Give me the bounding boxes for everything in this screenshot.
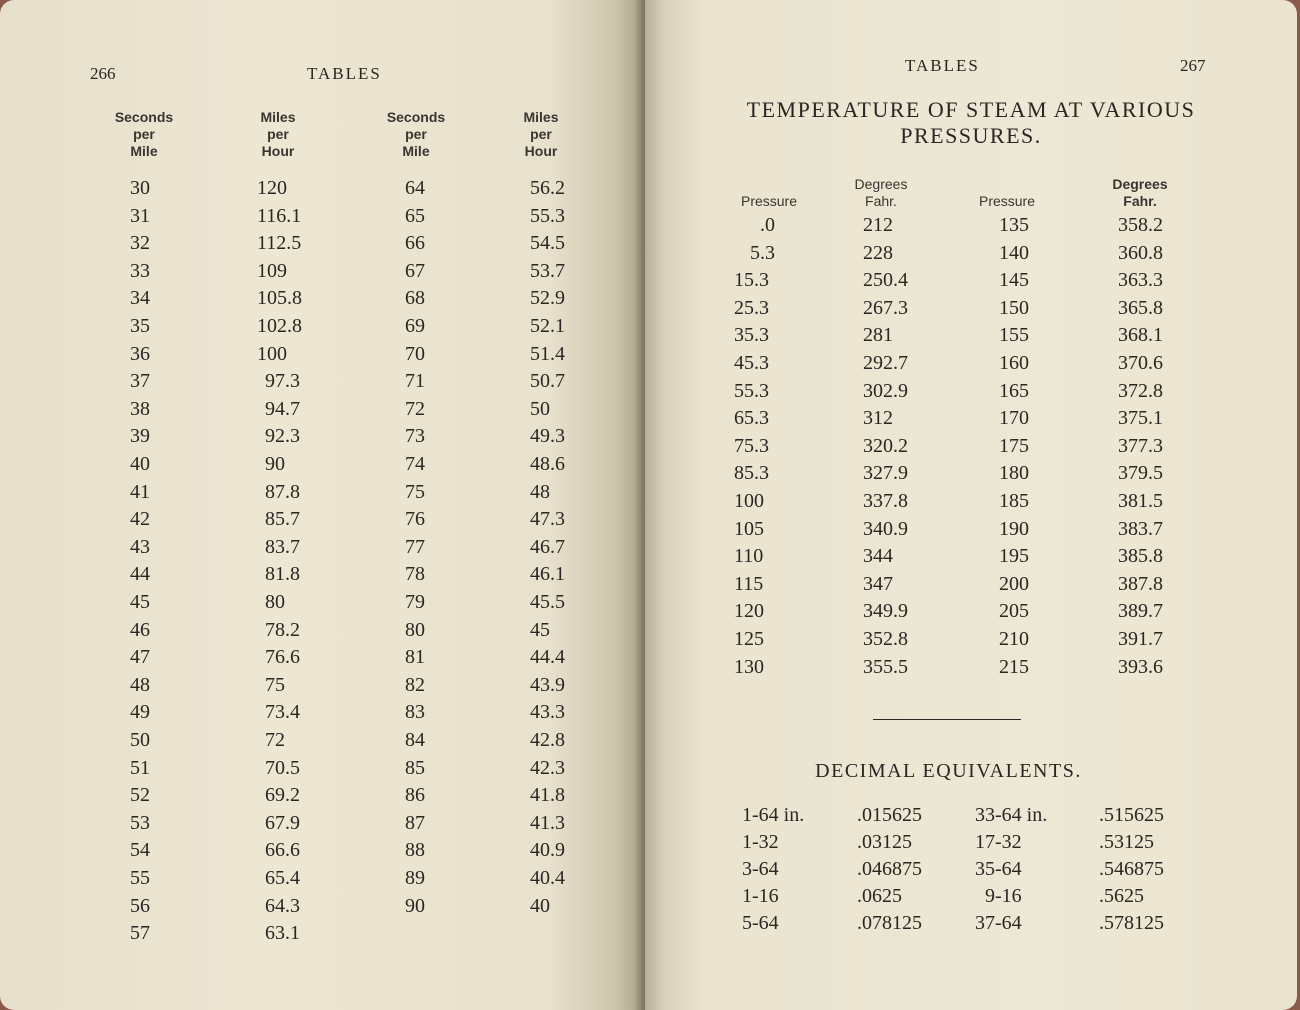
table-cell: 56 bbox=[130, 894, 150, 917]
table-cell: 160 bbox=[999, 352, 1029, 374]
table-cell: 17-32 bbox=[975, 831, 1022, 853]
table-cell: 73.4 bbox=[265, 701, 300, 724]
table-cell: 76.6 bbox=[265, 646, 300, 669]
table-cell: 63.1 bbox=[265, 922, 300, 945]
table-cell: 150 bbox=[999, 296, 1029, 319]
table-cell: 46.1 bbox=[530, 563, 565, 586]
table-cell: 92.3 bbox=[265, 425, 300, 448]
table-cell: 365.8 bbox=[1118, 296, 1163, 319]
table-cell: 56.2 bbox=[530, 177, 565, 199]
table-cell: 32 bbox=[130, 232, 150, 255]
table-cell: .078125 bbox=[857, 912, 922, 934]
table-cell: 47.3 bbox=[530, 508, 565, 531]
table-cell: 42.8 bbox=[530, 729, 565, 751]
table-cell: 372.8 bbox=[1118, 379, 1163, 402]
table-cell: 120 bbox=[257, 177, 287, 199]
table-cell: 50 bbox=[530, 397, 550, 420]
table-cell: 70 bbox=[405, 342, 425, 365]
table-cell: 15.3 bbox=[734, 269, 769, 292]
table-cell: 80 bbox=[405, 618, 425, 641]
table-cell: 80 bbox=[265, 591, 285, 613]
table-cell: 67 bbox=[405, 259, 425, 282]
table-cell: .515625 bbox=[1099, 804, 1164, 826]
table-cell: 52 bbox=[130, 784, 150, 807]
table-cell: 41.3 bbox=[530, 811, 565, 834]
table-cell: 190 bbox=[999, 517, 1029, 540]
table-cell: 212 bbox=[863, 214, 893, 236]
table-cell: 37 bbox=[130, 370, 150, 393]
table-cell: 77 bbox=[405, 535, 425, 558]
table-cell: 383.7 bbox=[1118, 517, 1163, 540]
table-cell: 130 bbox=[734, 655, 764, 678]
column-header: per bbox=[405, 126, 427, 142]
table-cell: 36 bbox=[130, 342, 150, 365]
table-cell: 30 bbox=[130, 177, 150, 199]
table-cell: 38 bbox=[130, 397, 150, 420]
table-cell: 45.3 bbox=[734, 352, 769, 374]
table-cell: 100 bbox=[734, 490, 764, 512]
table-cell: 65 bbox=[405, 204, 425, 227]
table-cell: 87.8 bbox=[265, 480, 300, 503]
table-cell: 1-64 in. bbox=[742, 804, 805, 826]
table-cell: 228 bbox=[863, 241, 893, 264]
steam-table-title-line-2: PRESSURES. bbox=[900, 123, 1042, 148]
left-page bbox=[0, 0, 645, 1010]
table-cell: 52.1 bbox=[530, 315, 565, 337]
page-number: 267 bbox=[1180, 56, 1206, 75]
table-cell: 250.4 bbox=[863, 269, 908, 292]
table-cell: 25.3 bbox=[734, 296, 769, 319]
table-cell: 69.2 bbox=[265, 784, 300, 807]
table-cell: 389.7 bbox=[1118, 600, 1163, 623]
table-cell: 75.3 bbox=[734, 434, 769, 457]
table-cell: 97.3 bbox=[265, 370, 300, 393]
table-cell: 327.9 bbox=[863, 462, 908, 485]
table-cell: 210 bbox=[999, 628, 1029, 650]
table-cell: 5-64 bbox=[742, 912, 779, 934]
table-cell: 45 bbox=[130, 591, 150, 613]
table-cell: 42 bbox=[130, 508, 150, 531]
table-cell: 215 bbox=[999, 655, 1029, 678]
table-cell: 35.3 bbox=[734, 324, 769, 347]
table-cell: 41 bbox=[130, 480, 150, 503]
table-cell: 88 bbox=[405, 839, 425, 862]
table-cell: 64.3 bbox=[265, 894, 300, 917]
table-cell: 40.9 bbox=[530, 839, 565, 862]
steam-table-title-line-1: TEMPERATURE OF STEAM AT VARIOUS bbox=[746, 97, 1196, 122]
table-cell: 5.3 bbox=[750, 241, 775, 264]
table-cell: 375.1 bbox=[1118, 407, 1163, 430]
table-cell: .046875 bbox=[857, 858, 922, 880]
table-cell: 55 bbox=[130, 867, 150, 889]
table-cell: 363.3 bbox=[1118, 269, 1163, 292]
table-cell: .53125 bbox=[1099, 831, 1154, 853]
column-header: Miles bbox=[260, 109, 296, 125]
table-cell: 135 bbox=[999, 214, 1029, 236]
table-cell: 45.5 bbox=[530, 591, 565, 613]
table-cell: 45 bbox=[530, 618, 550, 641]
table-cell: 170 bbox=[999, 407, 1029, 430]
table-cell: 40 bbox=[130, 453, 150, 475]
table-cell: .0625 bbox=[857, 885, 902, 907]
table-cell: 165 bbox=[999, 379, 1029, 402]
table-cell: 40.4 bbox=[530, 867, 565, 889]
table-cell: 75 bbox=[405, 480, 425, 503]
table-cell: 368.1 bbox=[1118, 324, 1163, 347]
table-cell: 344 bbox=[863, 545, 893, 568]
table-cell: 71 bbox=[405, 370, 425, 393]
column-header: Miles bbox=[523, 109, 559, 125]
table-cell: 195 bbox=[999, 545, 1029, 568]
table-cell: 44 bbox=[130, 563, 150, 586]
table-cell: 302.9 bbox=[863, 379, 908, 402]
column-header: Pressure bbox=[740, 193, 798, 209]
column-header: Mile bbox=[402, 143, 430, 159]
table-cell: 49 bbox=[130, 701, 150, 724]
table-cell: 292.7 bbox=[863, 352, 908, 374]
table-cell: 200 bbox=[999, 572, 1029, 595]
table-cell: 72 bbox=[265, 729, 285, 751]
table-cell: 68 bbox=[405, 287, 425, 310]
table-cell: 55.3 bbox=[734, 379, 769, 402]
table-cell: 312 bbox=[863, 407, 893, 430]
table-cell: 70.5 bbox=[265, 756, 300, 779]
table-cell: 37-64 bbox=[975, 912, 1022, 934]
column-header: Hour bbox=[261, 143, 295, 159]
table-cell: 79 bbox=[405, 591, 425, 613]
table-cell: 105.8 bbox=[257, 287, 302, 310]
table-cell: 385.8 bbox=[1118, 545, 1163, 568]
table-cell: 3-64 bbox=[742, 858, 779, 880]
table-cell: 391.7 bbox=[1118, 628, 1163, 650]
table-cell: 320.2 bbox=[863, 434, 908, 457]
table-cell: 1-32 bbox=[742, 831, 779, 853]
table-cell: 67.9 bbox=[265, 811, 300, 834]
table-cell: 42.3 bbox=[530, 756, 565, 779]
table-cell: 50.7 bbox=[530, 370, 565, 393]
column-header: Degrees bbox=[854, 176, 908, 192]
table-cell: 82 bbox=[405, 673, 425, 696]
table-cell: 76 bbox=[405, 508, 425, 531]
table-cell: 381.5 bbox=[1118, 490, 1163, 512]
table-cell: 64 bbox=[405, 177, 425, 199]
column-header: per bbox=[530, 126, 552, 142]
table-cell: 35-64 bbox=[975, 858, 1022, 880]
table-cell: .546875 bbox=[1099, 858, 1164, 880]
table-cell: 83.7 bbox=[265, 535, 300, 558]
table-cell: 43 bbox=[130, 535, 150, 558]
table-cell: 75 bbox=[265, 673, 285, 696]
running-head: TABLES bbox=[307, 64, 382, 83]
table-cell: 360.8 bbox=[1118, 241, 1163, 264]
table-cell: .578125 bbox=[1099, 912, 1164, 934]
table-cell: 377.3 bbox=[1118, 434, 1163, 457]
table-cell: 140 bbox=[999, 241, 1029, 264]
table-cell: 85.7 bbox=[265, 508, 300, 531]
table-cell: 39 bbox=[130, 425, 150, 448]
table-cell: 34 bbox=[130, 287, 150, 310]
table-cell: 120 bbox=[734, 600, 764, 623]
table-cell: .015625 bbox=[857, 804, 922, 826]
table-cell: 379.5 bbox=[1118, 462, 1163, 485]
table-cell: 53.7 bbox=[530, 259, 565, 282]
table-cell: 66.6 bbox=[265, 839, 300, 862]
table-cell: 50 bbox=[130, 729, 150, 751]
table-cell: 44.4 bbox=[530, 646, 565, 669]
table-cell: 90 bbox=[265, 453, 285, 475]
table-cell: 347 bbox=[863, 572, 893, 595]
column-header: Seconds bbox=[386, 109, 446, 125]
table-cell: 86 bbox=[405, 784, 425, 807]
table-cell: 78.2 bbox=[265, 618, 300, 641]
table-cell: 55.3 bbox=[530, 204, 565, 227]
table-cell: 74 bbox=[405, 453, 425, 475]
column-header: Pressure bbox=[978, 193, 1036, 209]
table-cell: 41.8 bbox=[530, 784, 565, 807]
table-cell: 46 bbox=[130, 618, 150, 641]
table-cell: .03125 bbox=[857, 831, 912, 853]
table-cell: 90 bbox=[405, 894, 425, 917]
table-cell: 175 bbox=[999, 434, 1029, 457]
table-cell: 40 bbox=[530, 894, 550, 917]
table-cell: 116.1 bbox=[257, 204, 302, 227]
table-cell: 349.9 bbox=[863, 600, 908, 623]
table-cell: 73 bbox=[405, 425, 425, 448]
table-cell: 352.8 bbox=[863, 628, 908, 650]
table-cell: 43.3 bbox=[530, 701, 565, 724]
table-cell: 51.4 bbox=[530, 342, 565, 365]
table-cell: 109 bbox=[257, 259, 287, 282]
page-number: 266 bbox=[90, 64, 116, 83]
table-cell: 48 bbox=[530, 480, 550, 503]
table-cell: 340.9 bbox=[863, 517, 908, 540]
table-cell: 31 bbox=[130, 204, 150, 227]
table-cell: 9-16 bbox=[985, 885, 1022, 907]
table-cell: 102.8 bbox=[257, 315, 302, 337]
table-cell: 112.5 bbox=[257, 232, 302, 255]
table-cell: 85 bbox=[405, 756, 425, 779]
table-cell: 105 bbox=[734, 517, 764, 540]
table-cell: 83 bbox=[405, 701, 425, 724]
table-cell: 1-16 bbox=[742, 885, 779, 907]
table-cell: 89 bbox=[405, 867, 425, 889]
table-cell: 65.4 bbox=[265, 867, 300, 889]
table-cell: 100 bbox=[257, 342, 287, 365]
table-cell: 35 bbox=[130, 315, 150, 337]
table-cell: 393.6 bbox=[1118, 655, 1163, 678]
table-cell: 48 bbox=[130, 673, 150, 696]
table-cell: 54 bbox=[130, 839, 150, 862]
table-cell: 267.3 bbox=[863, 296, 908, 319]
table-cell: 180 bbox=[999, 462, 1029, 485]
table-cell: .0 bbox=[760, 214, 775, 236]
column-header: Hour bbox=[524, 143, 558, 159]
table-cell: 94.7 bbox=[265, 397, 300, 420]
decimal-table-title: DECIMAL EQUIVALENTS. bbox=[815, 760, 1082, 782]
table-cell: 47 bbox=[130, 646, 150, 669]
table-cell: 155 bbox=[999, 324, 1029, 347]
table-cell: 65.3 bbox=[734, 407, 769, 430]
table-cell: 33-64 in. bbox=[975, 804, 1048, 826]
table-cell: 81.8 bbox=[265, 563, 300, 586]
table-cell: 337.8 bbox=[863, 490, 908, 512]
table-cell: 54.5 bbox=[530, 232, 565, 255]
column-header: Fahr. bbox=[1123, 193, 1157, 209]
table-cell: 185 bbox=[999, 490, 1029, 512]
table-cell: 53 bbox=[130, 811, 150, 834]
table-cell: 205 bbox=[999, 600, 1029, 623]
table-cell: 66 bbox=[405, 232, 425, 255]
table-cell: 51 bbox=[130, 756, 150, 779]
table-cell: 85.3 bbox=[734, 462, 769, 485]
running-head: TABLES bbox=[905, 56, 980, 75]
table-cell: 370.6 bbox=[1118, 352, 1163, 374]
table-cell: 145 bbox=[999, 269, 1029, 292]
table-cell: 43.9 bbox=[530, 673, 565, 696]
table-cell: .5625 bbox=[1099, 885, 1144, 907]
column-header: per bbox=[133, 126, 155, 142]
table-cell: 52.9 bbox=[530, 287, 565, 310]
right-page bbox=[645, 0, 1297, 1010]
column-header: Mile bbox=[130, 143, 158, 159]
table-cell: 46.7 bbox=[530, 535, 565, 558]
table-cell: 115 bbox=[734, 572, 764, 595]
table-cell: 358.2 bbox=[1118, 214, 1163, 236]
table-cell: 281 bbox=[863, 324, 893, 347]
column-header: Seconds bbox=[114, 109, 174, 125]
table-cell: 78 bbox=[405, 563, 425, 586]
table-cell: 49.3 bbox=[530, 425, 565, 448]
table-cell: 125 bbox=[734, 628, 764, 650]
table-cell: 48.6 bbox=[530, 453, 565, 475]
column-header: Degrees bbox=[1112, 176, 1168, 192]
table-cell: 69 bbox=[405, 315, 425, 337]
table-cell: 387.8 bbox=[1118, 572, 1163, 595]
table-cell: 84 bbox=[405, 729, 425, 751]
column-header: per bbox=[267, 126, 289, 142]
table-cell: 33 bbox=[130, 259, 150, 282]
table-cell: 355.5 bbox=[863, 655, 908, 678]
column-header: Fahr. bbox=[865, 193, 897, 209]
table-cell: 57 bbox=[130, 922, 150, 945]
table-cell: 110 bbox=[734, 545, 764, 568]
section-divider bbox=[873, 719, 1021, 720]
table-cell: 72 bbox=[405, 397, 425, 420]
table-cell: 81 bbox=[405, 646, 425, 669]
table-cell: 87 bbox=[405, 811, 425, 834]
